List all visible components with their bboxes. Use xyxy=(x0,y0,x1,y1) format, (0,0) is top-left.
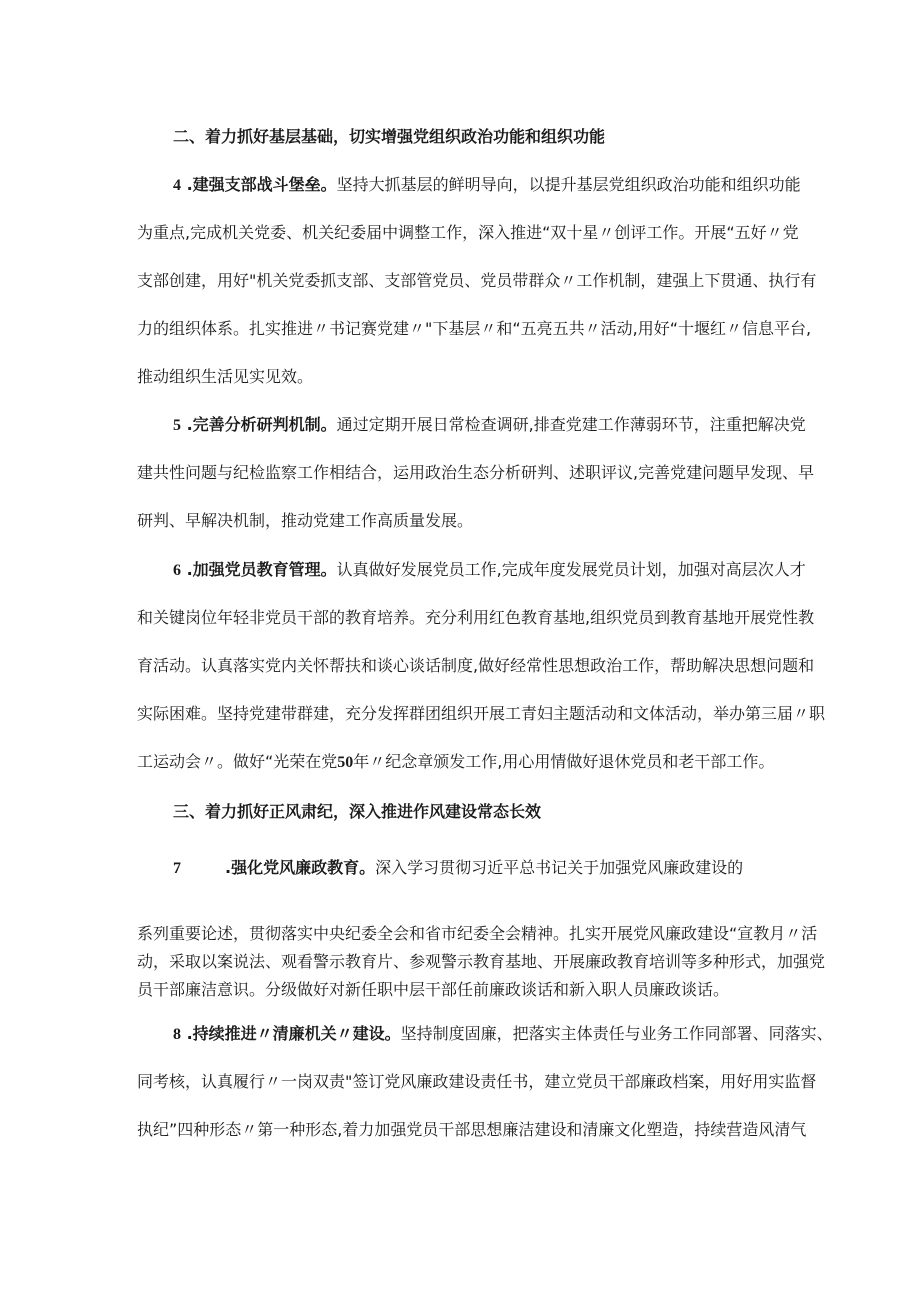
item-title: .建强支部战斗堡垒。 xyxy=(181,175,337,194)
paragraph-7-line-3: 动，采取以案说法、观看警示教育片、参观警示教育基地、开展廉政教育培训等多种形式，加强党 xyxy=(137,952,826,971)
text: 坚持大抓基层的鲜明导向，以提升基层党组织政治功能和组织功能 xyxy=(336,175,801,194)
item-title: .强化党风廉政教育。 xyxy=(225,858,376,877)
section-heading-3: 三、着力抓好正风肃纪，深入推进作风建设常态长效 xyxy=(173,802,542,821)
text: 年〃纪念章颁发工作,用心用情做好退休党员和老干部工作。 xyxy=(353,752,775,771)
section-heading-2: 二、着力抓好基层基础，切实增强党组织政治功能和组织功能 xyxy=(173,127,606,146)
item-number: 8 xyxy=(173,1026,181,1043)
paragraph-7-line-4: 员干部廉洁意识。分级做好对新任职中层干部任前廉政谈话和新入职人员廉政谈话。 xyxy=(137,980,730,999)
text: 深入学习贯彻习近平总书记关于加强党风廉政建设的 xyxy=(375,858,744,877)
paragraph-8-line-1 xyxy=(173,1024,833,1045)
text: 认真做好发展党员工作,完成年度发展党员计划，加强对高层次人才 xyxy=(336,560,806,579)
paragraph-7-line-2: 系列重要论述，贯彻落实中央纪委全会和省市纪委全会精神。扎实开展党风廉政建设“宣教月〃活 xyxy=(137,924,818,943)
paragraph-6-line-1 xyxy=(173,560,806,581)
paragraph-5-line-2: 建共性问题与纪检监察工作相结合，运用政治生态分析研判、述职评议,完善党建问题早发现、早 xyxy=(137,463,815,482)
item-title: .完善分析研判机制。 xyxy=(181,415,337,434)
text: 工运动会〃。做好“光荣在党 xyxy=(137,752,338,771)
paragraph-4-line-1 xyxy=(173,175,801,196)
paragraph-5-line-1 xyxy=(173,415,806,436)
paragraph-6-line-4: 实际困难。坚持党建带群建，充分发挥群团组织开展工青妇主题活动和文体活动，举办第三届〃职 xyxy=(137,704,826,723)
paragraph-8-line-2: 同考核，认真履行〃一岗双责"签订党风廉政建设责任书，建立党员干部廉政档案，用好用实监督 xyxy=(137,1072,817,1091)
item-number: 6 xyxy=(173,562,181,579)
item-title: .加强党员教育管理。 xyxy=(181,560,337,579)
item-number: 4 xyxy=(173,177,181,194)
paragraph-4-line-2: 为重点,完成机关党委、机关纪委届中调整工作，深入推进“双十星〃创评工作。开展“五好〃党 xyxy=(137,223,799,242)
paragraph-4-line-4: 力的组织体系。扎实推进〃书记赛党建〃"下基层〃和“五亮五共〃活动,用好“十堰红〃信息平台, xyxy=(137,319,812,338)
paragraph-6-line-3: 育活动。认真落实党内关怀帮扶和谈心谈话制度,做好经常性思想政治工作，帮助解决思想问题和 xyxy=(137,656,815,675)
text: 坚持制度固廉，把落实主体责任与业务工作同部署、同落实、 xyxy=(400,1024,833,1043)
paragraph-8-line-3: 执纪”四种形态〃第一种形态,着力加强党员干部思想廉洁建设和清廉文化塑造，持续营造风清气 xyxy=(137,1120,807,1139)
paragraph-6-line-2: 和关键岗位年轻非党员干部的教育培养。充分利用红色教育基地,组织党员到教育基地开展党性教 xyxy=(137,608,815,627)
paragraph-6-line-5 xyxy=(137,752,774,773)
paragraph-7-line-1 xyxy=(173,858,743,879)
item-number: 5 xyxy=(173,417,181,434)
paragraph-4-line-3: 支部创建，用好"机关党委抓支部、支部管党员、党员带群众〃工作机制，建强上下贯通、执行有 xyxy=(137,271,817,290)
anniversary-number: 50 xyxy=(337,754,354,771)
paragraph-4-line-5: 推动组织生活见实见效。 xyxy=(137,367,314,386)
paragraph-5-line-3: 研判、早解决机制，推动党建工作高质量发展。 xyxy=(137,511,474,530)
item-number: 7 xyxy=(173,860,181,877)
item-title: .持续推进〃清廉机关〃建设。 xyxy=(181,1024,401,1043)
text: 通过定期开展日常检查调研,排查党建工作薄弱环节，注重把解决党 xyxy=(336,415,806,434)
